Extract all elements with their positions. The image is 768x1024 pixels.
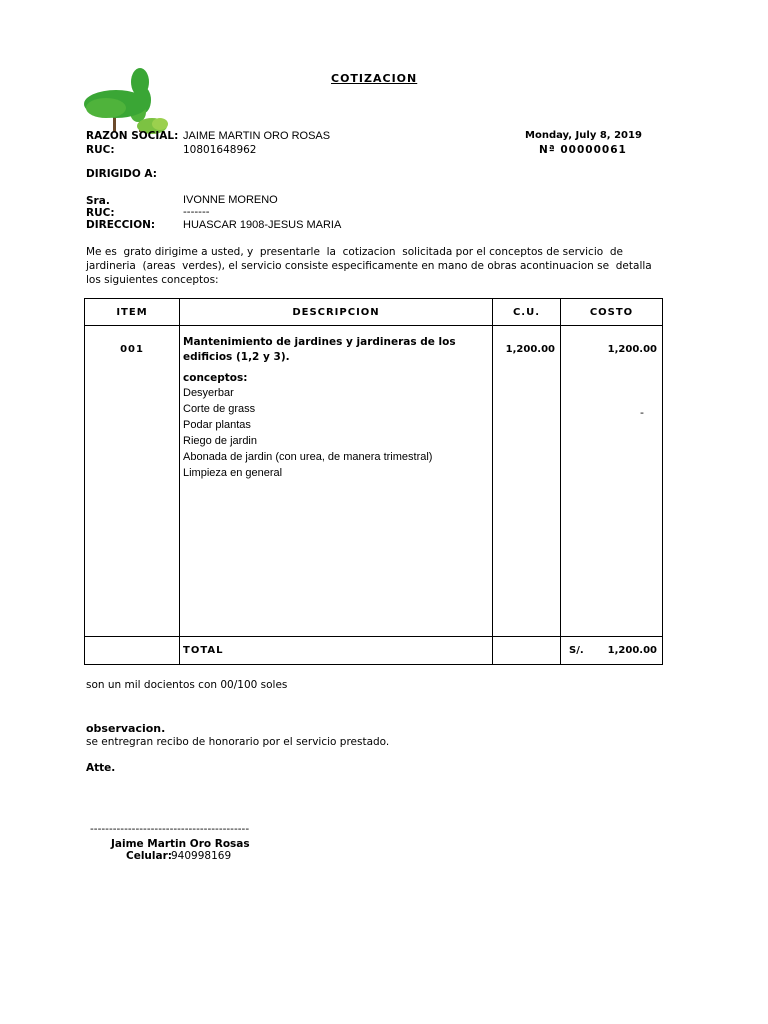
cu-cell bbox=[493, 326, 561, 637]
closing-atte: Atte. bbox=[86, 762, 116, 774]
total-currency: S/. bbox=[569, 644, 584, 656]
list-item: Limpieza en general bbox=[183, 467, 283, 479]
intro-line: los siguientes conceptos: bbox=[86, 274, 219, 286]
intro-paragraph bbox=[86, 245, 656, 287]
col-header-descripcion: DESCRIPCION bbox=[180, 299, 493, 326]
intro-line: Me es grato dirigime a usted, y presentarle la cotizacion solicitada por el conceptos de servicio de bbox=[86, 246, 623, 258]
col-header-costo: COSTO bbox=[561, 299, 663, 326]
direccion-label: DIRECCION: bbox=[86, 219, 156, 231]
ruc-value: 10801648962 bbox=[183, 144, 257, 156]
total-empty-cell bbox=[85, 637, 180, 665]
observation-text: se entregran recibo de honorario por el servicio prestado. bbox=[86, 736, 390, 748]
list-item: Riego de jardin bbox=[183, 435, 257, 447]
conceptos-heading: conceptos: bbox=[183, 372, 248, 384]
cost-dash: - bbox=[640, 406, 644, 419]
amount-in-words: son un mil docientos con 00/100 soles bbox=[86, 679, 288, 691]
cost-value: 1,200.00 bbox=[607, 344, 657, 355]
total-row bbox=[85, 637, 663, 665]
company-logo bbox=[80, 68, 170, 138]
observation-heading: observacion. bbox=[86, 722, 166, 735]
item-cell bbox=[85, 326, 180, 637]
unit-cost-value: 1,200.00 bbox=[505, 344, 555, 355]
list-item: Podar plantas bbox=[183, 419, 251, 431]
intro-line: jardineria (areas verdes), el servicio consiste especificamente en mano de obras acontinuacion se detalla bbox=[86, 260, 652, 272]
list-item: Desyerbar bbox=[183, 387, 234, 399]
signature-name: Jaime Martin Oro Rosas bbox=[111, 838, 250, 850]
recipient-heading: DIRIGIDO A: bbox=[86, 168, 157, 180]
razon-social-label: RAZON SOCIAL: bbox=[86, 130, 179, 142]
phone-value: 940998169 bbox=[171, 850, 232, 862]
total-value: 1,200.00 bbox=[607, 644, 657, 656]
sra-label: Sra. bbox=[86, 195, 110, 207]
table-header-row bbox=[85, 299, 663, 326]
phone-label: Celular: bbox=[126, 850, 172, 862]
col-header-item: ITEM bbox=[85, 299, 180, 326]
recipient-ruc-value: ------- bbox=[183, 206, 210, 218]
document-number: Nª 00000061 bbox=[539, 144, 627, 156]
item-code: 001 bbox=[120, 344, 144, 355]
direccion-value: HUASCAR 1908-JESUS MARIA bbox=[183, 219, 342, 231]
total-cost-cell bbox=[561, 637, 663, 665]
item-description: Mantenimiento de jardines y jardineras de los edificios (1,2 y 3). bbox=[183, 336, 456, 363]
list-item: Corte de grass bbox=[183, 403, 256, 415]
recipient-ruc-label: RUC: bbox=[86, 207, 115, 219]
document-title: COTIZACION bbox=[331, 72, 418, 85]
ruc-label: RUC: bbox=[86, 144, 115, 156]
list-item: Abonada de jardin (con urea, de manera trimestral) bbox=[183, 451, 433, 463]
col-header-cu: C.U. bbox=[493, 299, 561, 326]
razon-social-value: JAIME MARTIN ORO ROSAS bbox=[183, 130, 331, 142]
table-row bbox=[85, 326, 663, 637]
quote-table bbox=[84, 298, 663, 665]
description-cell bbox=[180, 326, 493, 637]
total-empty-cell bbox=[493, 637, 561, 665]
document-date: Monday, July 8, 2019 bbox=[525, 130, 642, 141]
costo-cell bbox=[561, 326, 663, 637]
conceptos-list bbox=[183, 385, 489, 481]
sra-value: IVONNE MORENO bbox=[183, 194, 278, 206]
total-label: TOTAL bbox=[180, 637, 493, 665]
signature-line: ------------------------------------------ bbox=[90, 823, 250, 835]
